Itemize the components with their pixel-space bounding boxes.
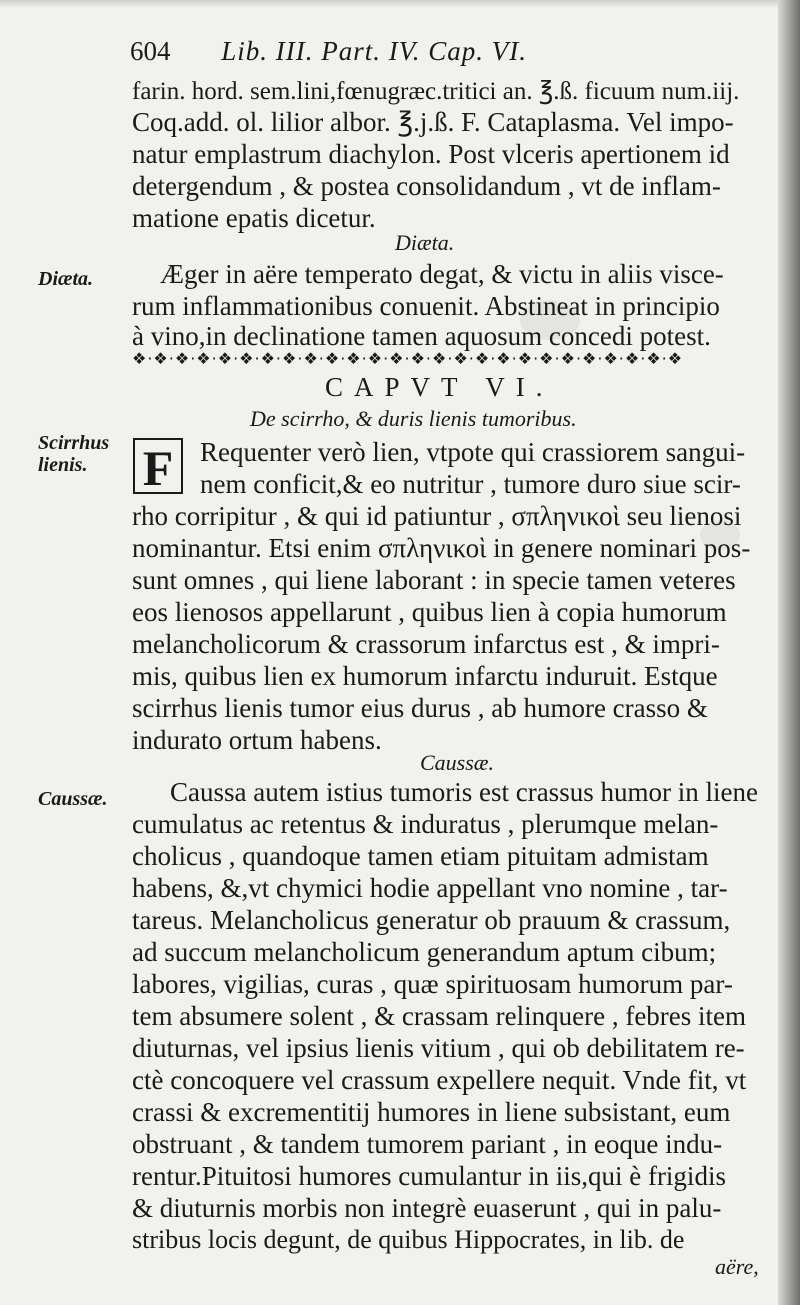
page-gutter-edge (778, 0, 800, 1305)
drop-cap: F (133, 438, 183, 494)
margin-note-scirrhus (38, 432, 109, 476)
body-line: melancholicorum & crassorum infarctus est , & impri- (132, 629, 720, 659)
body-line: cumulatus ac retentus & induratus , plerumque melan- (132, 809, 719, 839)
body-line: habens, &,vt chymici hodie appellant vno nomine , tar- (132, 873, 728, 903)
margin-note-line: lienis. (38, 454, 88, 476)
body-line: Caussa autem istius tumoris est crassus humor in liene (170, 777, 758, 807)
running-head (130, 36, 527, 67)
section-heading-caussae: Caussæ. (420, 750, 494, 775)
ornament-rule: ❖·❖·❖·❖·❖·❖·❖·❖·❖·❖·❖·❖·❖·❖·❖·❖·❖·❖·❖·❖·❖·❖·❖·❖·❖·❖ (132, 349, 684, 367)
body-line: scirrhus lienis tumor eius durus , ab humore crasso & (132, 693, 708, 723)
body-line: farin. hord. sem.lini,fœnugræc.tritici an. ℥.ß. ficuum num.iij. (132, 78, 740, 105)
body-line: rum inflammationibus conuenit. Abstineat in principio (132, 291, 720, 321)
body-line: crassi & excrementitij humores in liene subsistant, eum (132, 1097, 731, 1127)
body-line: & diuturnis morbis non integrè euaserunt , qui in palu- (132, 1193, 722, 1223)
chapter-title: CAPVT VI. (325, 372, 554, 402)
body-line: nem conficit,& eo nutritur , tumore duro siue scir- (200, 469, 741, 499)
body-line: sunt omnes , qui liene laborant : in specie tamen veteres (132, 565, 736, 595)
body-line: obstruant , & tandem tumorem pariant , in eoque indu- (132, 1129, 723, 1159)
body-line: tem absumere solent , & crassam relinquere , febres item (132, 1001, 747, 1031)
body-line: indurato ortum habens. (132, 725, 382, 755)
body-line: rho corripitur , & qui id patiuntur , σπληνικοὶ seu lienosi (132, 501, 742, 531)
body-line: diuturnas, vel ipsius lienis vitium , qui ob debilitatem re- (132, 1033, 745, 1063)
body-line: ad succum melancholicum generandum aptum cibum; (132, 937, 717, 967)
body-line: cholicus , quandoque tamen etiam pituitam admistam (132, 841, 709, 871)
body-line: Requenter verò lien, vtpote qui crassiorem sangui- (200, 437, 746, 467)
body-line: ctè concoquere vel crassum expellere nequit. Vnde fit, vt (132, 1065, 747, 1095)
page-shadow-top (0, 0, 800, 8)
body-line: matione epatis dicetur. (132, 203, 376, 233)
body-line: natur emplastrum diachylon. Post vlceris apertionem id (132, 139, 730, 169)
page-number: 604 (130, 36, 171, 66)
section-heading-dieta: Diæta. (395, 230, 455, 255)
body-line: nominantur. Etsi enim σπληνικοὶ in genere nominari pos- (132, 533, 751, 563)
margin-note-caussae: Caussæ. (38, 788, 108, 810)
margin-note-dieta: Diæta. (38, 268, 93, 290)
body-line: à vino,in declinatione tamen aquosum concedi potest. (132, 321, 711, 351)
body-line: rentur.Pituitosi humores cumulantur in iis,qui è frigidis (132, 1161, 726, 1191)
body-line: eos lienosos appellarunt , quibus lien à copia humorum (132, 597, 727, 627)
running-title: Lib. III. Part. IV. Cap. VI. (221, 36, 527, 66)
body-line: Coq.add. ol. lilior albor. ℥.j.ß. F. Cataplasma. Vel impo- (132, 107, 734, 137)
body-line: labores, vigilias, curas , quæ spirituosam humorum par- (132, 969, 733, 999)
body-line: stribus locis degunt, de quibus Hippocrates, in lib. de (132, 1225, 685, 1254)
chapter-subtitle: De scirrho, & duris lienis tumoribus. (250, 406, 577, 431)
catchword: aëre, (715, 1254, 759, 1279)
margin-note-line: Scirrhus (38, 432, 110, 454)
body-line: detergendum , & postea consolidandum , vt de inflam- (132, 171, 721, 201)
body-line: mis, quibus lien ex humorum infarctu induruit. Estque (132, 661, 718, 691)
body-line: Æger in aëre temperato degat, & victu in aliis visce- (160, 259, 724, 289)
body-line: tareus. Melancholicus generatur ob prauum & crassum, (132, 905, 731, 935)
